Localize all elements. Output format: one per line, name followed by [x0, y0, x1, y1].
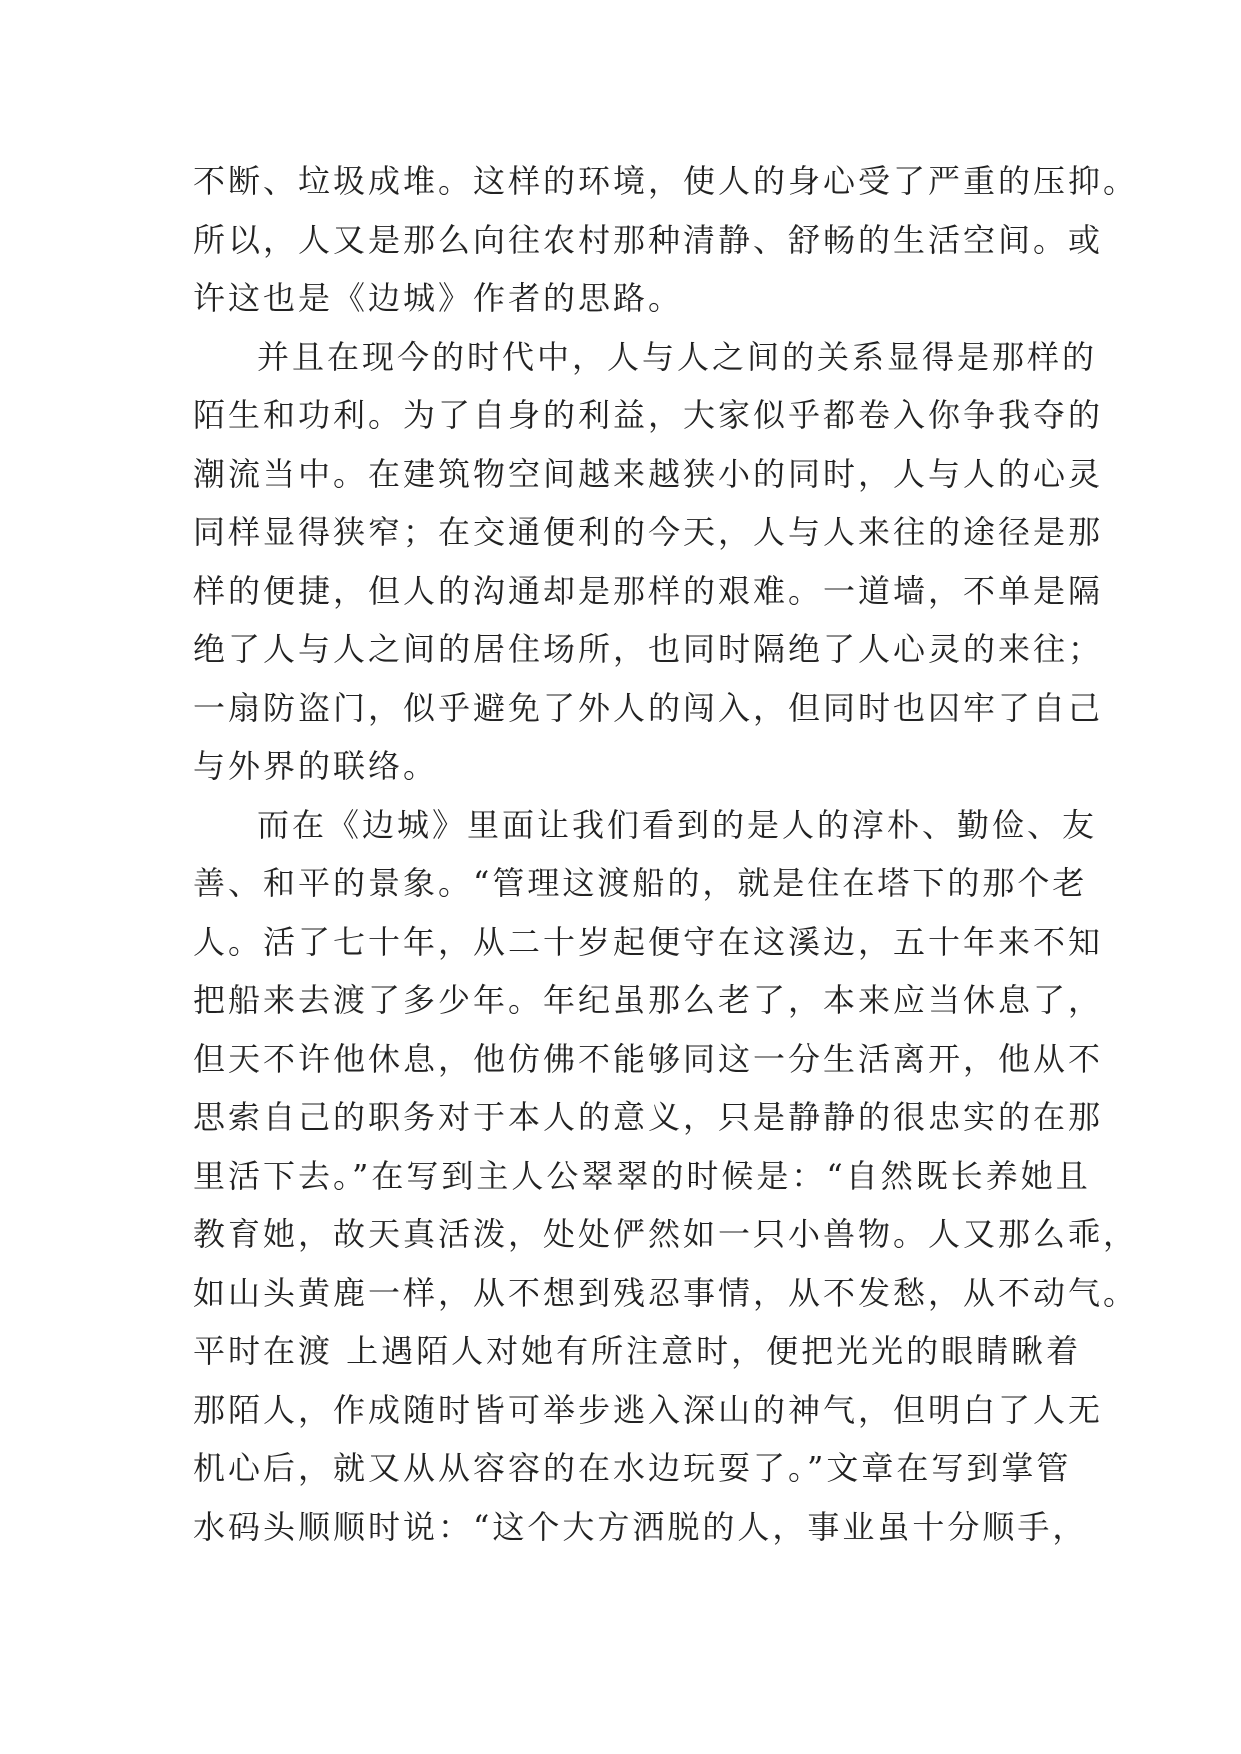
text-line: 平时在渡 上遇陌人对她有所注意时，便把光光的眼睛瞅着: [193, 1332, 1082, 1370]
text-line: 人。活了七十年，从二十岁起便守在这溪边，五十年来不知: [193, 922, 1104, 961]
text-line: 所以，人又是那么向往农村那种清静、舒畅的生活空间。或: [193, 220, 1104, 259]
text-line: 潮流当中。在建筑物空间越来越狭小的同时，人与人的心灵: [193, 454, 1104, 493]
text-line: 陌生和功利。为了自身的利益，大家似乎都卷入你争我夺的: [193, 396, 1104, 434]
text-line: 样的便捷，但人的沟通却是那样的艰难。一道墙，不单是隔: [193, 571, 1104, 610]
text-line: 善、和平的景象。“管理这渡船的，就是住在塔下的那个老: [193, 864, 1088, 902]
text-line: 一扇防盗门，似乎避免了外人的闯入，但同时也囚牢了自己: [193, 688, 1104, 727]
text-line: 绝了人与人之间的居住场所，也同时隔绝了人心灵的来往；: [193, 630, 1104, 668]
text-line: 但天不许他休息，他仿佛不能够同这一分生活离开，他从不: [193, 1039, 1104, 1078]
text-line: 思索自己的职务对于本人的意义，只是静静的很忠实的在那: [193, 1098, 1104, 1136]
text-line: 水码头顺顺时说：“这个大方洒脱的人，事业虽十分顺手，: [193, 1507, 1088, 1546]
paragraph-first-line: 并且在现今的时代中，人与人之间的关系显得是那样的: [257, 337, 1098, 376]
text-line: 那陌人，作成随时皆可举步逃入深山的神气，但明白了人无: [193, 1390, 1104, 1429]
text-line: 里活下去。”在写到主人公翠翠的时候是：“自然既长养她且: [193, 1156, 1091, 1195]
text-line: 教育她，故天真活泼，处处俨然如一只小兽物。人又那么乖，: [193, 1215, 1139, 1253]
text-line: 同样显得狭窄；在交通便利的今天，人与人来往的途径是那: [193, 513, 1104, 551]
text-line: 把船来去渡了多少年。年纪虽那么老了，本来应当休息了，: [193, 981, 1104, 1019]
text-line: 如山头黄鹿一样，从不想到残忍事情，从不发愁，从不动气。: [193, 1273, 1139, 1312]
text-line: 许这也是《边城》作者的思路。: [193, 279, 684, 317]
text-line: 机心后，就又从从容容的在水边玩耍了。”文章在写到掌管: [193, 1449, 1072, 1487]
paragraph-first-line: 而在《边城》里面让我们看到的是人的淳朴、勤俭、友: [257, 805, 1098, 844]
body-text: [193, 152, 1139, 1556]
text-line: 不断、垃圾成堆。这样的环境，使人的身心受了严重的压抑。: [193, 162, 1139, 200]
text-line: 与外界的联络。: [193, 747, 439, 785]
